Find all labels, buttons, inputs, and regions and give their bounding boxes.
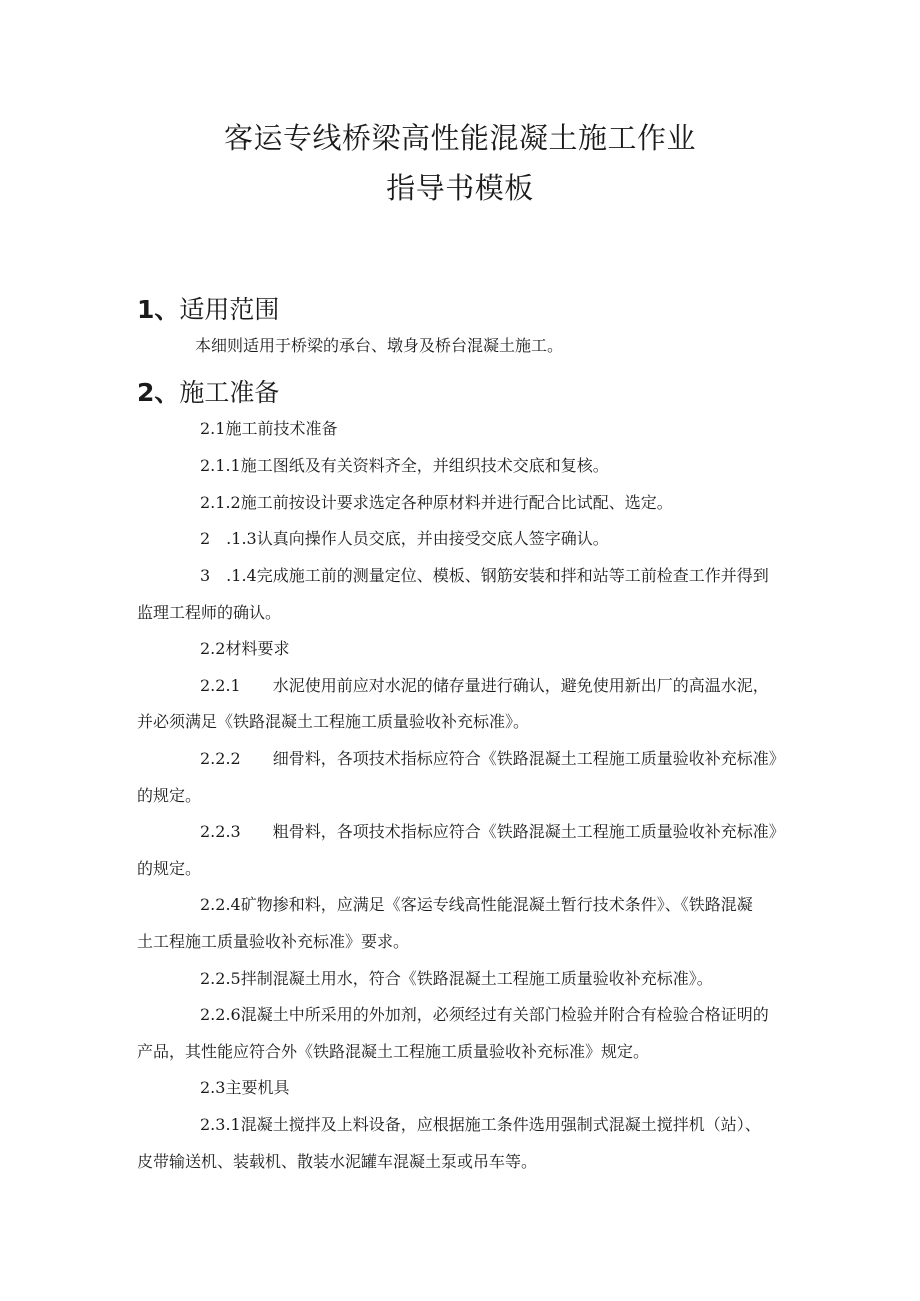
subsection-2-1-heading: 2.1施工前技术准备 — [200, 419, 338, 438]
paragraph-2-2-3-cont: 的规定。 — [137, 859, 202, 878]
paragraph-2-2-6-cont: 产品，其性能应符合外《铁路混凝土工程施工质量验收补充标准》规定。 — [137, 1042, 650, 1061]
section-1-text: 本细则适用于桥梁的承台、墩身及桥台混凝土施工。 — [195, 336, 564, 355]
paragraph-2-2-2-cont: 的规定。 — [137, 786, 202, 805]
paragraph-2-1-4: 3 .1.4完成施工前的测量定位、模板、钢筋安装和拌和站等工前检查工作并得到 — [200, 566, 769, 585]
paragraph-2-3-1-cont: 皮带输送机、装载机、散装水泥罐车混凝土泵或吊车等。 — [137, 1152, 538, 1171]
section-2-number: 2、 — [137, 378, 180, 407]
paragraph-2-2-4: 2.2.4矿物掺和料，应满足《客运专线高性能混凝土暂行技术条件》、《铁路混凝 — [200, 895, 753, 914]
subsection-2-3-heading: 2.3主要机具 — [200, 1078, 290, 1097]
section-1-heading — [137, 290, 279, 326]
section-2-title: 施工准备 — [179, 378, 280, 407]
document-title-line2: 指导书模板 — [386, 171, 534, 205]
paragraph-2-2-2: 2.2.2 细骨料，各项技术指标应符合《铁路混凝土工程施工质量验收补充标准》 — [200, 749, 785, 768]
paragraph-2-3-1: 2.3.1混凝土搅拌及上料设备，应根据施工条件选用强制式混凝土搅拌机（站）、 — [200, 1115, 761, 1134]
paragraph-2-1-2: 2.1.2施工前按设计要求选定各种原材料并进行配合比试配、选定。 — [200, 493, 673, 512]
section-1-number: 1、 — [137, 295, 180, 324]
paragraph-2-2-6: 2.2.6混凝土中所采用的外加剂，必须经过有关部门检验并附合有检验合格证明的 — [200, 1005, 769, 1024]
paragraph-2-1-3: 2 .1.3认真向操作人员交底，并由接受交底人签字确认。 — [200, 529, 609, 548]
subsection-2-2-heading: 2.2材料要求 — [200, 639, 290, 658]
paragraph-2-1-1: 2.1.1施工图纸及有关资料齐全，并组织技术交底和复核。 — [200, 456, 609, 475]
section-1-title: 适用范围 — [179, 295, 280, 324]
paragraph-2-1-4-cont: 监理工程师的确认。 — [137, 603, 282, 622]
paragraph-2-2-1-cont: 并必须满足《铁路混凝土工程施工质量验收补充标准》。 — [137, 712, 530, 731]
paragraph-2-2-1: 2.2.1 水泥使用前应对水泥的储存量进行确认，避免使用新出厂的高温水泥， — [200, 676, 769, 695]
document-title-line1: 客运专线桥梁高性能混凝土施工作业 — [223, 121, 696, 155]
paragraph-2-2-5: 2.2.5拌制混凝土用水，符合《铁路混凝土工程施工质量验收补充标准》。 — [200, 969, 713, 988]
section-2-heading — [137, 373, 279, 409]
paragraph-2-2-3: 2.2.3 粗骨料，各项技术指标应符合《铁路混凝土工程施工质量验收补充标准》 — [200, 822, 785, 841]
paragraph-2-2-4-cont: 土工程施工质量验收补充标准》要求。 — [137, 932, 410, 951]
